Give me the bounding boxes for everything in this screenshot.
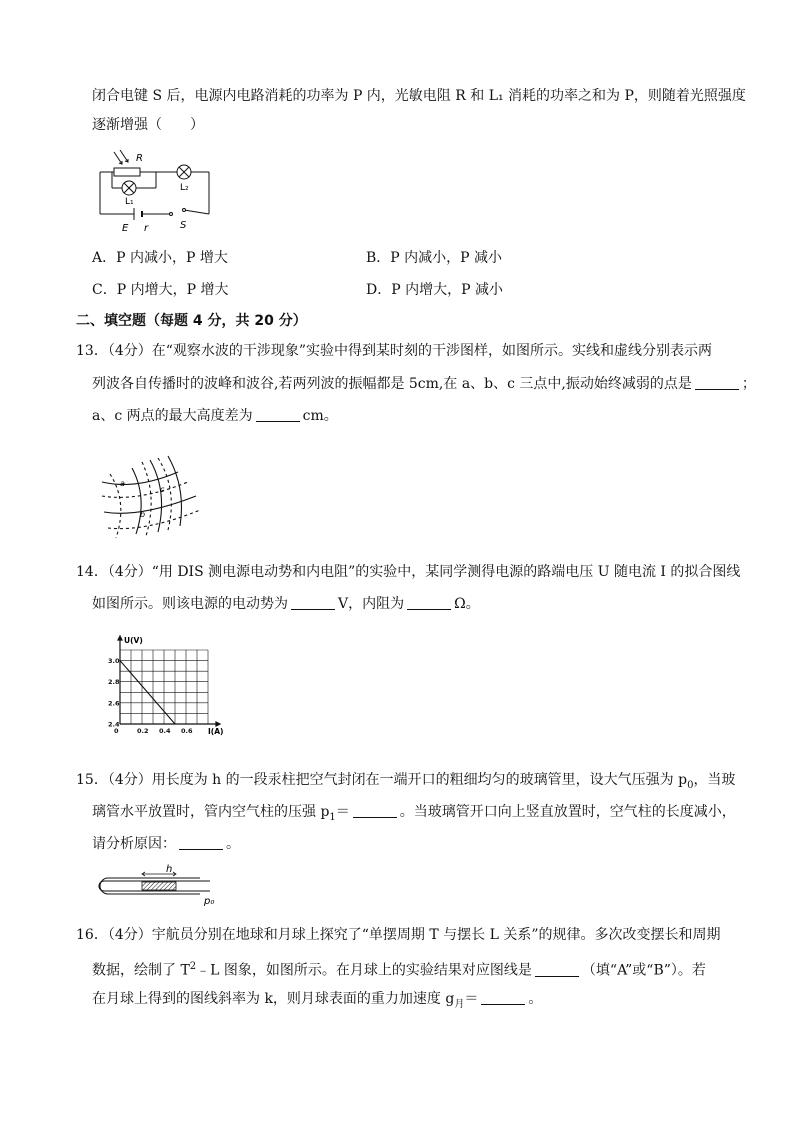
q15-p0-sub: 0 xyxy=(687,779,694,791)
q16-line2-mid: ﹣L 图象，如图所示。在月球上的实验结果对应图线是 xyxy=(196,962,532,979)
q12-option-a: A．P 内减小，P 增大 xyxy=(92,250,228,266)
q13-label-b: b xyxy=(140,510,146,519)
q16-blank-2[interactable] xyxy=(481,990,525,1005)
q13-blank-1[interactable] xyxy=(695,375,739,390)
chart-y-tick-label: 2.6 xyxy=(108,699,120,708)
q16-line3-eq: ＝ xyxy=(464,991,479,1007)
q13-blank-2[interactable] xyxy=(256,407,300,422)
q14-line1: 14．（4分）“用 DIS 测电源电动势和内电阻”的实验中，某同学测得电源的路端电压 U 随电流 I 的拟合图线 xyxy=(76,564,741,580)
q12-label-S: S xyxy=(180,220,187,231)
q16-line2-text: 数据，绘制了 T xyxy=(92,962,190,979)
q14-chart-xlabel: I(A) xyxy=(208,727,224,736)
q12-option-d: D．P 内增大，P 减小 xyxy=(366,282,503,298)
q13-line3-text: a、c 两点的最大高度差为 xyxy=(92,408,253,424)
q13-interference-figure xyxy=(96,452,206,542)
chart-x-tick-label: 0.6 xyxy=(181,727,193,735)
q15-tube-figure xyxy=(92,864,232,906)
q14-chart-ylabel: U(V) xyxy=(124,636,143,645)
q15-line2-end: 。当玻璃管开口向上竖直放置时，空气柱的长度减小， xyxy=(399,804,736,820)
q16-sup: 2 xyxy=(189,961,197,972)
q16-sub-moon: 月 xyxy=(454,998,465,1010)
q12-label-R: R xyxy=(136,153,143,164)
q12-label-L2: L₂ xyxy=(180,183,189,193)
q12-label-E: E xyxy=(122,223,129,234)
q12-label-r: r xyxy=(144,223,149,234)
q15-line1-end: ，当玻 xyxy=(693,772,736,788)
q15-line3-end: 。 xyxy=(226,836,240,852)
q12-option-c: C．P 内增大，P 增大 xyxy=(92,282,229,298)
q13-line2-end: ； xyxy=(741,376,756,392)
q16-line3 xyxy=(92,989,732,1015)
q13-line3-end: cm。 xyxy=(302,408,338,424)
q16-blank-1[interactable] xyxy=(535,962,579,977)
q16-line1: 16．（4分）宇航员分别在地球和月球上探究了“单摆周期 T 与摆长 L 关系”的规律。多次改变摆长和周期 xyxy=(76,927,721,943)
q15-line3 xyxy=(92,834,732,854)
chart-y-tick-label: 2.4 xyxy=(108,720,120,729)
q12-label-L1: L₁ xyxy=(125,197,134,207)
chart-x-tick-label: 0 xyxy=(114,727,119,735)
q15-line2-text: 璃管水平放置时，管内空气柱的压强 p xyxy=(92,804,330,820)
section-title: 二、填空题（每题 4 分，共 20 分） xyxy=(76,313,307,329)
q13-line1: 13．（4分）在“观察水波的干涉现象”实验中得到某时刻的干涉图样，如图所示。实线和虚线分别表示两 xyxy=(76,343,713,359)
q15-blank-1[interactable] xyxy=(353,803,397,818)
q14-blank-2[interactable] xyxy=(407,595,451,610)
q16-line3-end: 。 xyxy=(528,991,543,1007)
q12-stem-line1: 闭合电键 S 后，电源内电路消耗的功率为 P 内，光敏电阻 R 和 L₁ 消耗的功率之和为 P，则随着光照强度 xyxy=(92,88,746,104)
q13-label-a: a xyxy=(120,479,125,488)
q14-blank-1[interactable] xyxy=(291,595,335,610)
chart-y-tick-label: 2.8 xyxy=(108,678,120,687)
chart-x-tick-label: 0.2 xyxy=(137,727,149,735)
q16-line2 xyxy=(92,957,732,981)
q14-line2-text: 如图所示。则该电源的电动势为 xyxy=(92,596,288,612)
q13-line2 xyxy=(92,374,756,394)
chart-y-arrow xyxy=(118,636,122,640)
q15-line2 xyxy=(92,802,736,828)
q15-blank-2[interactable] xyxy=(179,835,223,850)
q15-line2-eq: ＝ xyxy=(335,804,350,820)
q15-line1-text: 15．（4分）用长度为 h 的一段汞柱把空气封闭在一端开口的粗细均匀的玻璃管里，设大气压强为 p xyxy=(76,772,688,788)
q13-line3 xyxy=(92,406,732,426)
q16-line3-text: 在月球上得到的图线斜率为 k，则月球表面的重力加速度 g xyxy=(92,991,455,1007)
q14-line2-mid: V，内阻为 xyxy=(338,596,405,612)
chart-y-tick-label: 3.0 xyxy=(108,657,120,666)
q13-line2-text: 列波各自传播时的波峰和波谷,若两列波的振幅都是 5cm,在 a、b、c 三点中,振动始终减弱的点是 xyxy=(92,376,692,392)
q15-line3-text: 请分析原因： xyxy=(92,836,176,852)
chart-x-tick-label: 0.4 xyxy=(159,727,171,735)
q13-label-c: c xyxy=(160,485,165,494)
q14-ui-chart xyxy=(98,632,228,740)
q12-circuit-figure xyxy=(92,146,216,234)
q14-line2-end: Ω。 xyxy=(454,596,480,612)
q14-line2 xyxy=(92,594,732,614)
q15-label-h: h xyxy=(166,864,173,875)
q16-line2-end: （填“A”或“B”）。若 xyxy=(581,962,706,979)
q15-p1-sub: 1 xyxy=(329,811,336,823)
q15-line1 xyxy=(76,770,736,796)
q12-option-b: B．P 内减小，P 减小 xyxy=(366,250,503,266)
q15-label-p0: p₀ xyxy=(204,896,215,907)
q12-stem-line2: 逐渐增强（ ） xyxy=(92,117,204,133)
chart-x-arrow xyxy=(216,722,220,726)
